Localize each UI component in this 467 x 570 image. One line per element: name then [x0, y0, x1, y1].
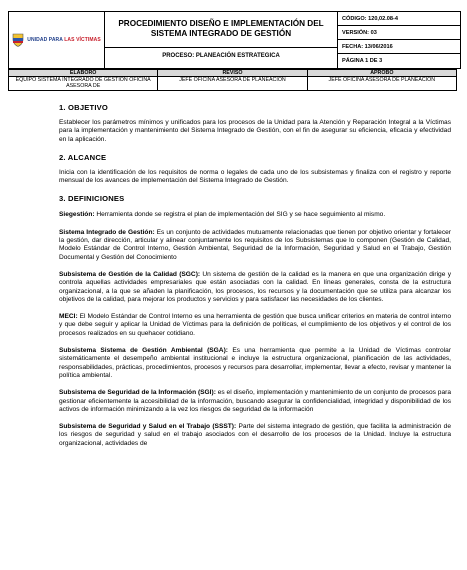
signatures-table — [8, 69, 457, 91]
definition-term: Sistema Integrado de Gestión: — [59, 228, 155, 236]
title-cell — [105, 12, 338, 69]
objetivo-heading: 1. OBJETIVO — [59, 103, 109, 112]
definition-term: MECI: — [59, 313, 78, 321]
document-header — [8, 11, 461, 69]
definition-text: Es un conjunto de actividades mutuamente relacionadas que tienen por objetivo orientar y fortalecer la gestión, dar dirección, articular y alinear conjuntamente los requisitos de los Subsistemas que lo componen (Gestión de Calidad, Modelo Estándar de Control Interno, Gestión Ambiental, Seguridad de la Información, Seguridad y Salud en el Trabajo, Gestión Documental y Gestión del Conocimiento — [59, 228, 451, 261]
definition-paragraph — [59, 271, 451, 304]
meta-cell — [338, 12, 461, 69]
definition-text: Es una herramienta que permite a la Unidad de Víctimas controlar sistemáticamente el desempeño ambiental institucional e incluye la estructura organizacional, planificación de las actividades, responsabilidades, prácticas, procedimientos, procesos y recursos para desarrollar, implementar, llevar a efecto, revisar y mantener la política ambiental. — [59, 347, 451, 379]
date-label: FECHA: 13/06/2016 — [338, 40, 460, 54]
definition-text: El Modelo Estándar de Control Interno es una herramienta de gestión que busca unificar criterios en materia de control interno y que debe seguir y aplicar la Unidad de Víctimas para la definición de políticas, el cumplimiento de los objetivos y el control de los procesos realizados en su quehacer cotidiano. — [59, 313, 451, 337]
unidad-victimas-logo — [9, 33, 104, 47]
definition-paragraph — [59, 423, 451, 448]
aprobo-value: JEFE OFICINA ASESORA DE PLANEACIÓN — [307, 77, 456, 91]
logo-text: UNIDAD PARA LAS VÍCTIMAS — [27, 37, 101, 43]
elaboro-header: ELABORÓ — [9, 70, 158, 77]
definition-term: Subsistema de Seguridad y Salud en el Trabajo (SSST): — [59, 423, 237, 431]
definition-term: Siegestión: — [59, 211, 95, 219]
definition-paragraph — [59, 211, 451, 219]
alcance-text: Inicia con la identificación de los requisitos de norma o legales de cada uno de los subsistemas y finaliza con el registro y reporte mensual de los avances de implementación del Sistema Integrado de Gestión. — [59, 168, 451, 185]
definiciones-heading: 3. DEFINICIONES — [59, 194, 125, 204]
definition-paragraph — [59, 229, 451, 262]
definition-paragraph — [59, 389, 451, 414]
definition-text: Un sistema de gestión de la calidad es la manera en que una organización dirige y controla aquellas actividades empresariales que están asociadas con la calidad. En líneas generales, consta de la estructura organizacional, a la que se añaden la planificación, los procesos, los recursos y la documentación que se utiliza para alcanzar los objetivos de la calidad, para mejorar los productos y servicios y para satisfacer las necesidades de los clientes. — [59, 270, 451, 303]
definition-term: Subsistema de Gestión de la Calidad (SGC): — [59, 270, 201, 278]
process-label: PROCESO: PLANEACIÓN ESTRATEGICA — [105, 47, 337, 65]
reviso-header: REVISÓ — [158, 70, 307, 77]
logo-cell — [9, 12, 105, 69]
definition-text: Herramienta donde se registra el plan de implementación del SIG y se hace seguimiento al mismo. — [94, 211, 386, 219]
document-body — [8, 103, 457, 448]
coat-of-arms-icon — [12, 33, 24, 47]
definition-term: Subsistema Sistema de Gestión Ambiental (SGA): — [59, 347, 228, 355]
definition-text: Parte del sistema integrado de gestión, que facilita la administración de los riesgos de seguridad y salud en el trabajo asociados con el desarrollo de los procesos de la Unidad. Incluye la estructura organizacional, actividades de — [59, 423, 451, 447]
alcance-heading: 2. ALCANCE — [59, 152, 107, 162]
definition-text: es el diseño, implementación y mantenimiento de un conjunto de procesos para gestionar eficientemente la accesibilidad de la información, buscando asegurar la confidencialidad, integridad y disponibilidad de los activos de información minimizando a la vez los riesgos de seguridad de la información — [59, 389, 451, 413]
version-label: VERSIÓN: 03 — [338, 26, 460, 40]
definition-paragraph — [59, 347, 451, 380]
reviso-value: JEFE OFICINA ASESORA DE PLANEACIÓN — [158, 77, 307, 91]
definition-paragraph — [59, 313, 451, 338]
document-title: PROCEDIMIENTO DISEÑO E IMPLEMENTACIÓN DEL SISTEMA INTEGRADO DE GESTIÓN — [118, 18, 324, 38]
aprobo-header: APROBÓ — [307, 70, 456, 77]
objetivo-text: Establecer los parámetros mínimos y unificados para los procesos de la Unidad para la Atención y Reparación Integral a la Víctimas para la implementación y mantenimiento del Sistema Integrado de Gestión, con el fin de asegurar su eficiencia, eficacia y efectividad en la aplicación. — [59, 119, 451, 143]
elaboro-value: EQUIPO SISTEMA INTEGRADO DE GESTIÓN OFICINA ASESORA DE — [9, 77, 158, 91]
definition-term: Subsistema de Seguridad de la Información (SGI): — [59, 389, 216, 397]
code-label: CÓDIGO: 120,02.08-4 — [338, 12, 460, 26]
page-label: PÁGINA 1 DE 3 — [342, 58, 383, 64]
